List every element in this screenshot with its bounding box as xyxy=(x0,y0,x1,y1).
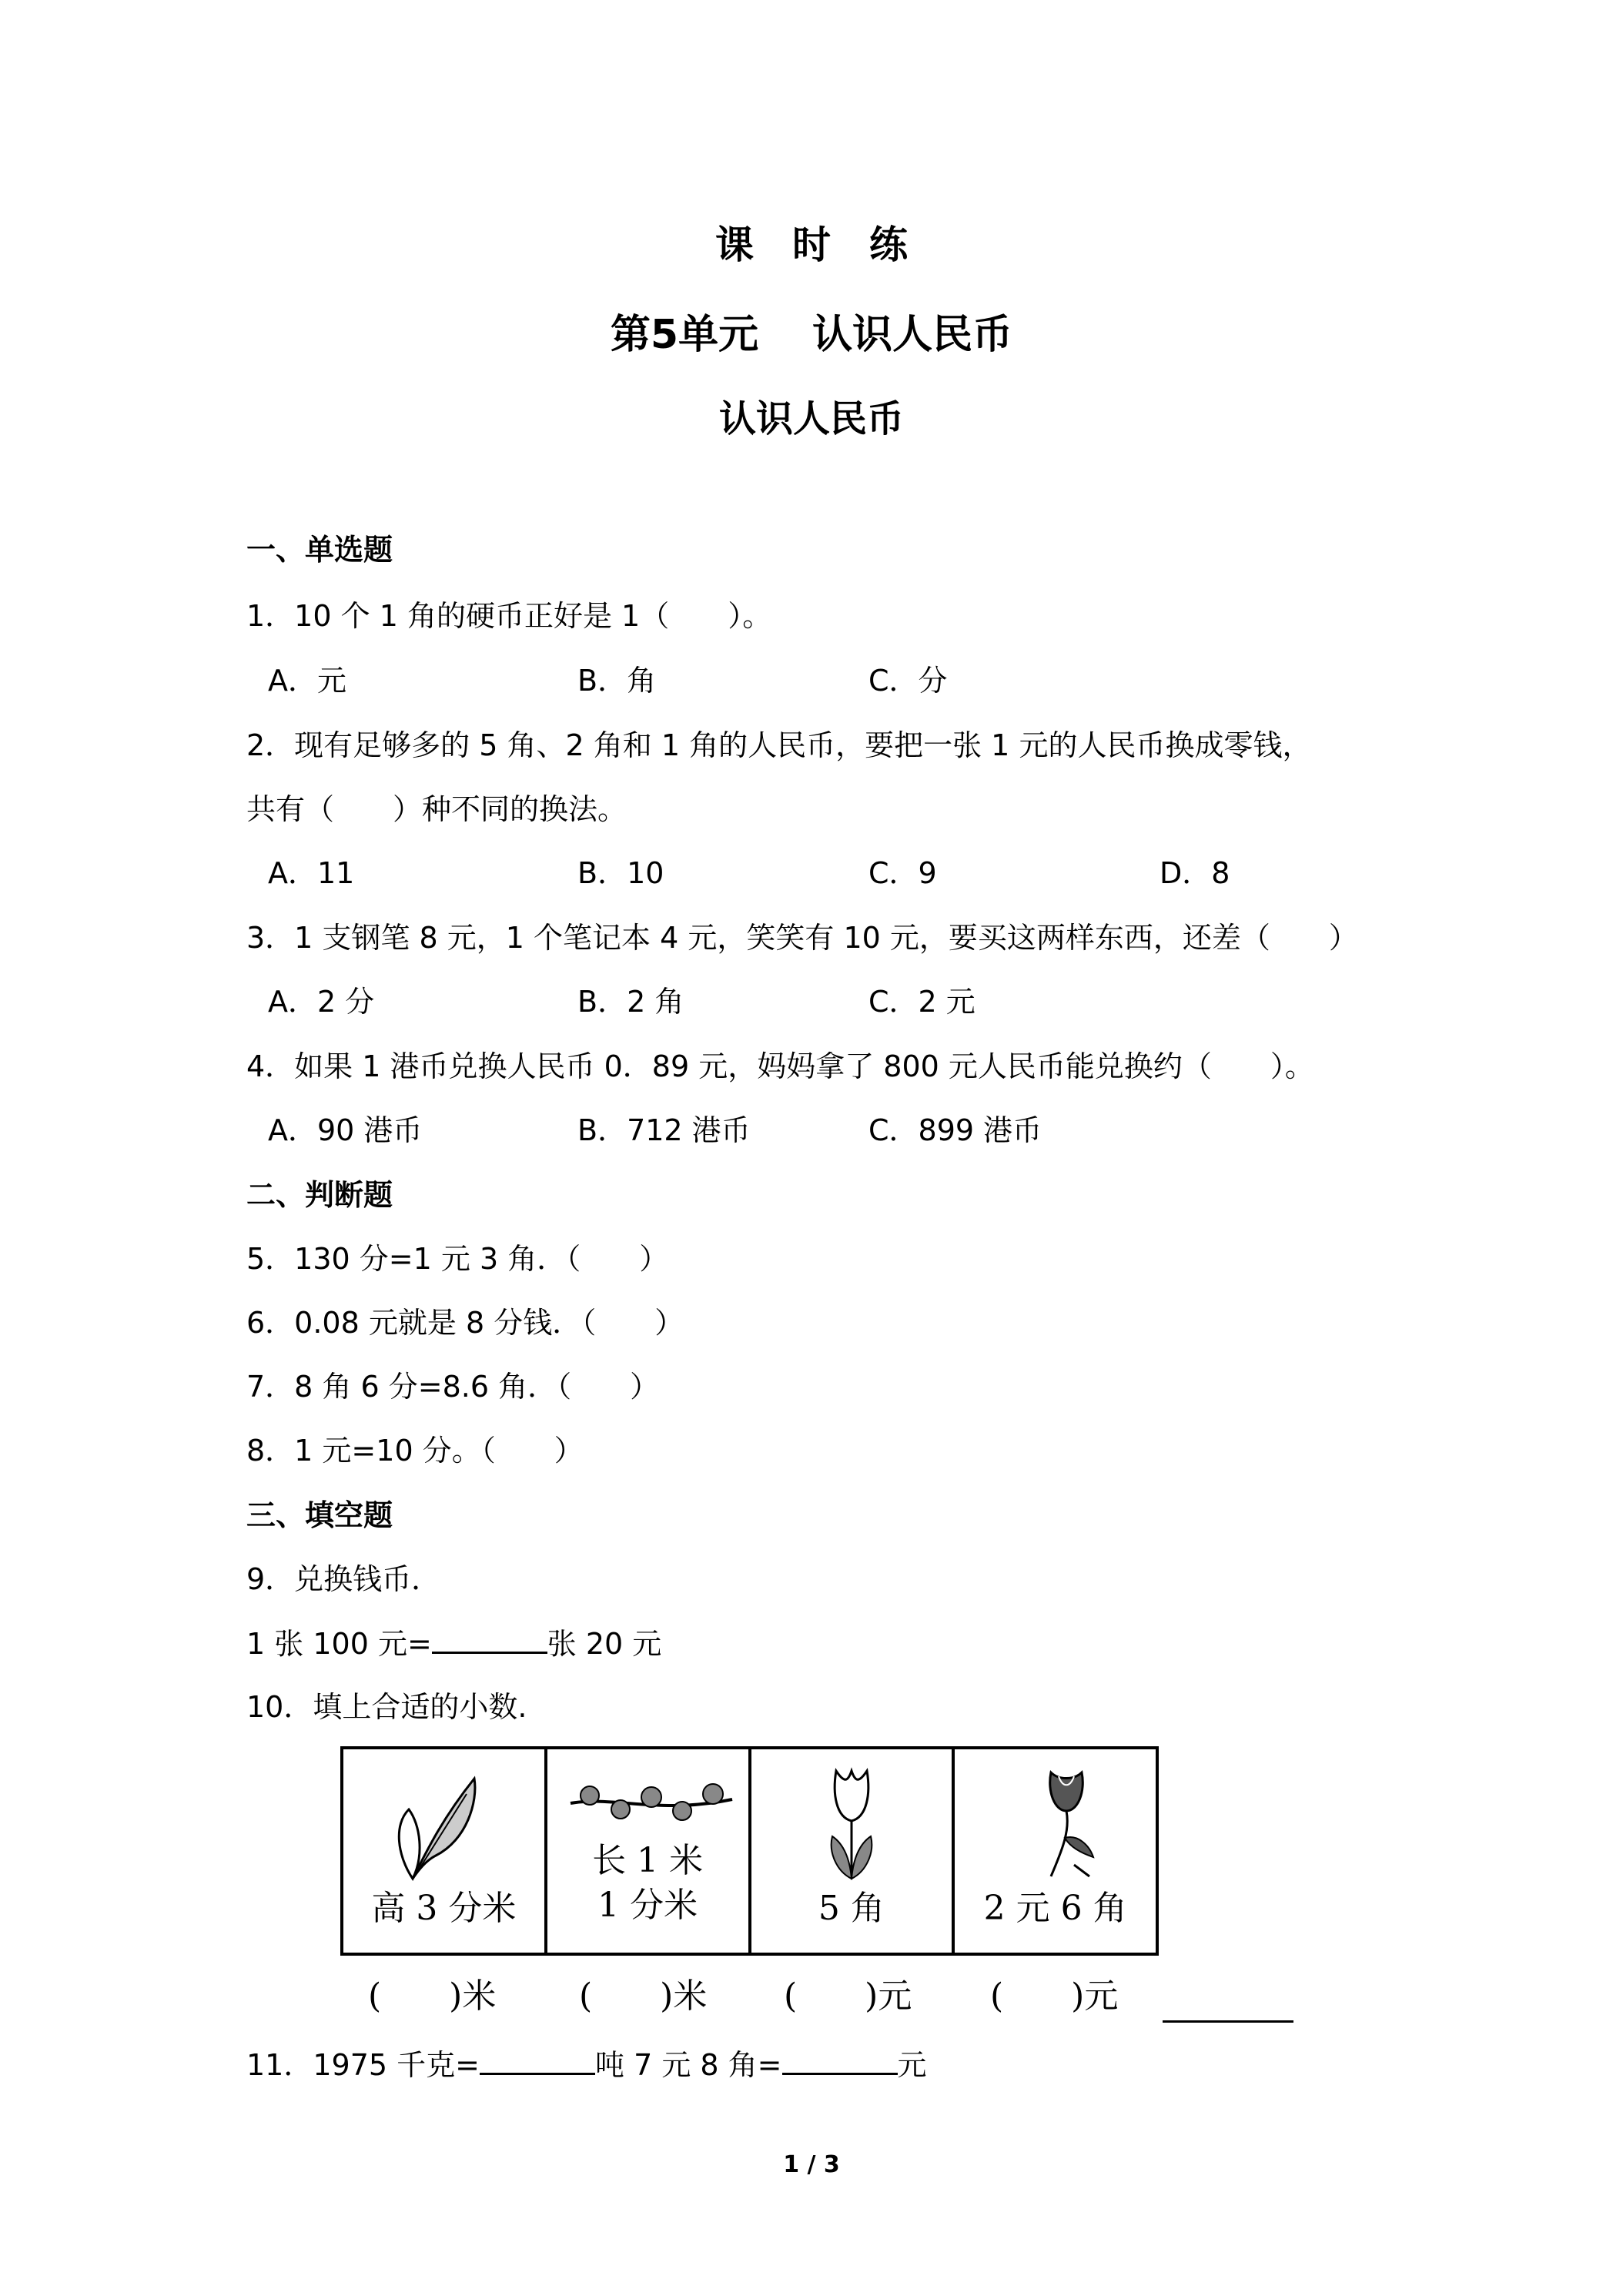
q3-option-b[interactable]: B．2 角 xyxy=(577,985,684,1019)
question-3: 3．1 支钢笔 8 元，1 个笔记本 4 元，笑笑有 10 元，要买这两样东西，还差（ ） xyxy=(246,921,1358,955)
q11-left-text: 11．1975 千克= xyxy=(246,2048,480,2082)
question-8: 8．1 元=10 分。（ ） xyxy=(246,1434,584,1468)
figure-cell-tulip xyxy=(751,1749,955,1953)
question-1: 1．10 个 1 角的硬币正好是 1（ ）。 xyxy=(246,599,772,633)
cell2-label-line2: 1 分米 xyxy=(597,1886,698,1925)
unit-topic: 认识人民币 xyxy=(812,312,1013,358)
tulip-icon xyxy=(813,1763,890,1886)
q2-option-b[interactable]: B．10 xyxy=(577,856,664,890)
question-6: 6．0.08 元就是 8 分钱．（ ） xyxy=(246,1306,684,1340)
q3-option-c[interactable]: C．2 元 xyxy=(868,985,975,1019)
question-9: 9．兑换钱币． xyxy=(246,1562,441,1596)
q2-option-d[interactable]: D．8 xyxy=(1160,856,1230,890)
measurement-figure-table xyxy=(340,1746,1159,1956)
unit-number: 第5单元 xyxy=(610,312,759,358)
cell2-label-line1: 长 1 米 xyxy=(592,1841,704,1880)
question-2-line-2: 共有（ ）种不同的换法。 xyxy=(246,792,627,826)
cell1-label: 高 3 分米 xyxy=(371,1889,517,1928)
cell1-answer[interactable]: ( )米 xyxy=(368,1976,497,2016)
figure-cell-rose xyxy=(955,1749,1156,1953)
section-heading-fill-blank: 三、填空题 xyxy=(246,1498,393,1532)
q11-mid-text: 吨 7 元 8 角= xyxy=(594,2048,782,2082)
question-5: 5．130 分=1 元 3 角．（ ） xyxy=(246,1242,669,1276)
rose-icon xyxy=(1028,1761,1105,1884)
q4-option-a[interactable]: A．90 港币 xyxy=(268,1113,423,1147)
cell3-answer[interactable]: ( )元 xyxy=(784,1976,912,2016)
unit-title xyxy=(0,302,1623,360)
figure-cell-branch xyxy=(547,1749,751,1953)
q9-left-text: 1 张 100 元= xyxy=(246,1627,432,1661)
q1-option-c[interactable]: C．分 xyxy=(868,664,948,698)
q9-right-text: 张 20 元 xyxy=(547,1627,662,1661)
section-heading-true-false: 二、判断题 xyxy=(246,1178,393,1212)
q11-right-text: 元 xyxy=(897,2048,927,2082)
q11-answer-blank-2[interactable] xyxy=(782,2050,898,2075)
page-number: 1 / 3 xyxy=(783,2151,840,2178)
lesson-title: 认识人民币 xyxy=(718,397,904,440)
q3-option-a[interactable]: A．2 分 xyxy=(268,985,375,1019)
q4-option-b[interactable]: B．712 港币 xyxy=(577,1113,751,1147)
question-9-exchange xyxy=(246,1627,662,1661)
question-10: 10．填上合适的小数. xyxy=(246,1690,527,1724)
q1-option-a[interactable]: A．元 xyxy=(268,664,346,698)
q11-answer-blank-1[interactable] xyxy=(480,2050,595,2075)
page-title: 课时练 xyxy=(715,223,946,267)
question-7: 7．8 角 6 分=8.6 角．（ ） xyxy=(246,1370,660,1404)
q9-answer-blank[interactable] xyxy=(432,1628,547,1654)
figure-cell-leaf xyxy=(343,1749,547,1953)
cell2-answer[interactable]: ( )米 xyxy=(579,1976,708,2016)
cell3-label: 5 角 xyxy=(818,1889,885,1928)
q2-option-a[interactable]: A．11 xyxy=(268,856,355,890)
cell4-answer[interactable]: ( )元 xyxy=(990,1976,1119,2016)
question-11 xyxy=(246,2050,927,2080)
q4-option-c[interactable]: C．899 港币 xyxy=(868,1113,1042,1147)
question-2-line-1: 2．现有足够多的 5 角、2 角和 1 角的人民币，要把一张 1 元的人民币换成零钱， xyxy=(246,728,1312,762)
flower-branch-icon xyxy=(567,1772,736,1834)
q2-option-c[interactable]: C．9 xyxy=(868,856,937,890)
q10-answer-line[interactable] xyxy=(1163,2020,1293,2023)
q1-option-b[interactable]: B．角 xyxy=(577,664,657,698)
section-heading-single-choice: 一、单选题 xyxy=(246,533,393,567)
leaf-plant-icon xyxy=(390,1771,497,1886)
question-4: 4．如果 1 港币兑换人民币 0．89 元，妈妈拿了 800 元人民币能兑换约（ ）。 xyxy=(246,1049,1314,1083)
cell4-label: 2 元 6 角 xyxy=(983,1889,1127,1928)
